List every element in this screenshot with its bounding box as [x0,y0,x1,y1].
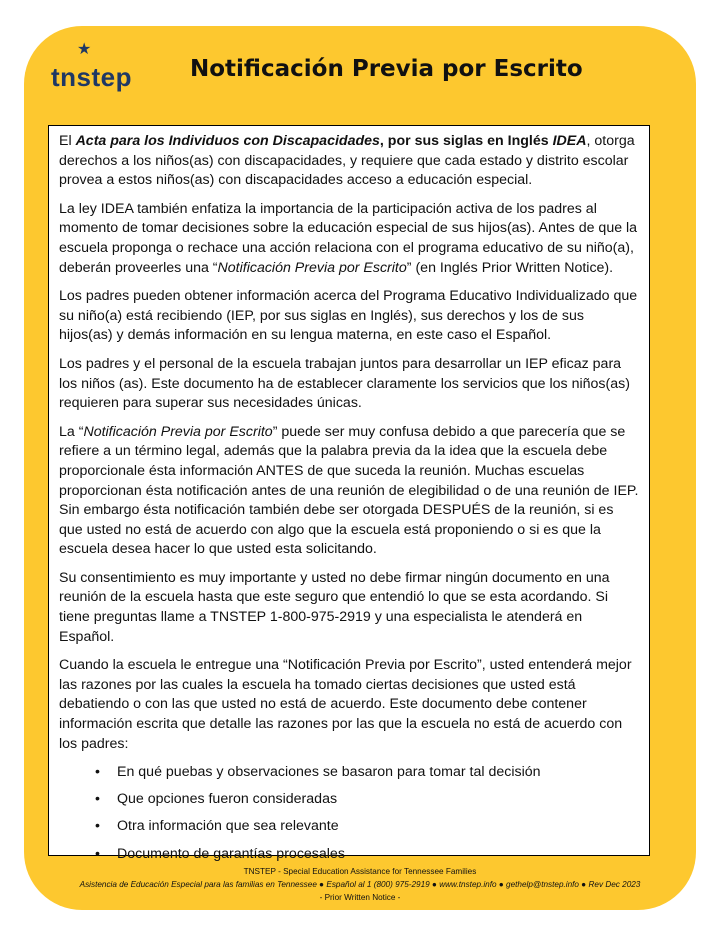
paragraph-2 [59,200,639,278]
bullet-icon: • [95,764,100,781]
list-item: • En qué puebas y observaciones se basaron para tomar tal decisión [117,763,639,783]
content-box [48,125,650,862]
paragraph-7: Cuando la escuela le entregue una “Notificación Previa por Escrito”, usted entenderá mejor las razones por las cuales la escuela ha tomado ciertas decisiones que usted está debatiendo o con las que usted no está de acuerdo. Este documento debe contener información escrita que detalle las razones por las que la escuela no está de acuerdo con los padres: [59,657,632,752]
logo-text: tnstep [51,62,132,92]
bullet-icon: • [95,791,100,808]
p2-notice-name: Notificación Previa por Escrito [217,259,407,276]
p1-text-e: , otorga derechos a los niños(as) con discapacidades, y requiere que cada estado y distrito escolar provea a estos niños(as) con discapacidades acceso a educación especial. [59,133,635,189]
footer [24,865,696,904]
paragraph-4: Los padres y el personal de la escuela trabajan juntos para desarrollar un IEP eficaz para los niños (as). Este documento ha de establecer claramente los servicios que los niños(as) requieren para superar sus necesidades únicas. [59,355,630,412]
p2-text-c: ” (en Inglés Prior Written Notice). [406,259,614,276]
page-title: Notificación Previa por Escrito [190,56,583,82]
p5-text-c: ” puede ser muy confusa debido a que parecería que se refiere a un término legal, además que la palabra previa da la idea que la escuela debe proporcionale ésta información ANTES de que suceda la reunión. Muchas escuelas proporcionan ésta notificación antes de una reunión de elegibilidad o de una reunión de IEP. Sin embargo ésta notificación también debe ser otorgada DESPUÉS de la reunión, si es que usted no está de acuerdo con algo que la escuela está proponiendo o si es que la escuela desea hacer lo que usted esta solicitando. [59,423,639,558]
p1-text-c: , por sus siglas en Inglés [379,133,553,149]
paragraph-3: Los padres pueden obtener información acerca del Programa Educativo Individualizado que su niño(a) está recibiendo (IEP, por sus siglas en Inglés), sus derechos y los de sus hijos(as) y demás información en su lengua materna, en este caso el Español. [59,288,638,344]
p2-text-a: La ley IDEA también enfatiza la importancia de la participación activa de los padres al momento de tomar decisiones sobre la educación especial de sus hijos(as). Antes de que la escuela proponga o rechace una acción relaciona con el programa educativo de su niño(a), deberán proveerles una “ [59,200,638,276]
paragraph-1 [59,132,639,191]
p1-text-a: El [59,133,76,149]
footer-line-2: Asistencia de Educación Especial para las familias en Tennessee ● Español al 1 (800) 975-2919 ● www.tnstep.info ● gethelp@tnstep.info ● Rev Dec 2023 [79,880,641,889]
p5-text-a: La “ [59,423,84,440]
list-item: • Que opciones fueron consideradas [117,790,639,810]
bullet-icon: • [95,845,100,862]
star-icon: ★ [77,41,92,58]
p5-notice-name: Notificación Previa por Escrito [83,423,273,440]
list-item: • Otra información que sea relevante [117,817,639,837]
footer-line-1: TNSTEP - Special Education Assistance for Tennessee Families [243,867,477,876]
footer-line-3: - Prior Written Notice - [319,893,401,902]
bullet-list [59,763,639,864]
paragraph-6: Su consentimiento es muy importante y usted no debe firmar ningún documento en una reunión de la escuela hasta que este seguro que entendió lo que se esta acordando. Si tiene preguntas llame a TNSTEP 1-800-975-2919 y una especialista le atenderá en Español. [59,569,610,645]
list-item: • Documento de garantías procesales [117,845,639,865]
p1-idea: IDEA [552,133,587,149]
bullet-icon: • [95,818,100,835]
tnstep-logo [51,42,151,102]
paragraph-5 [59,423,639,560]
p1-act-name: Acta para los Individuos con Discapacidades [75,133,380,149]
